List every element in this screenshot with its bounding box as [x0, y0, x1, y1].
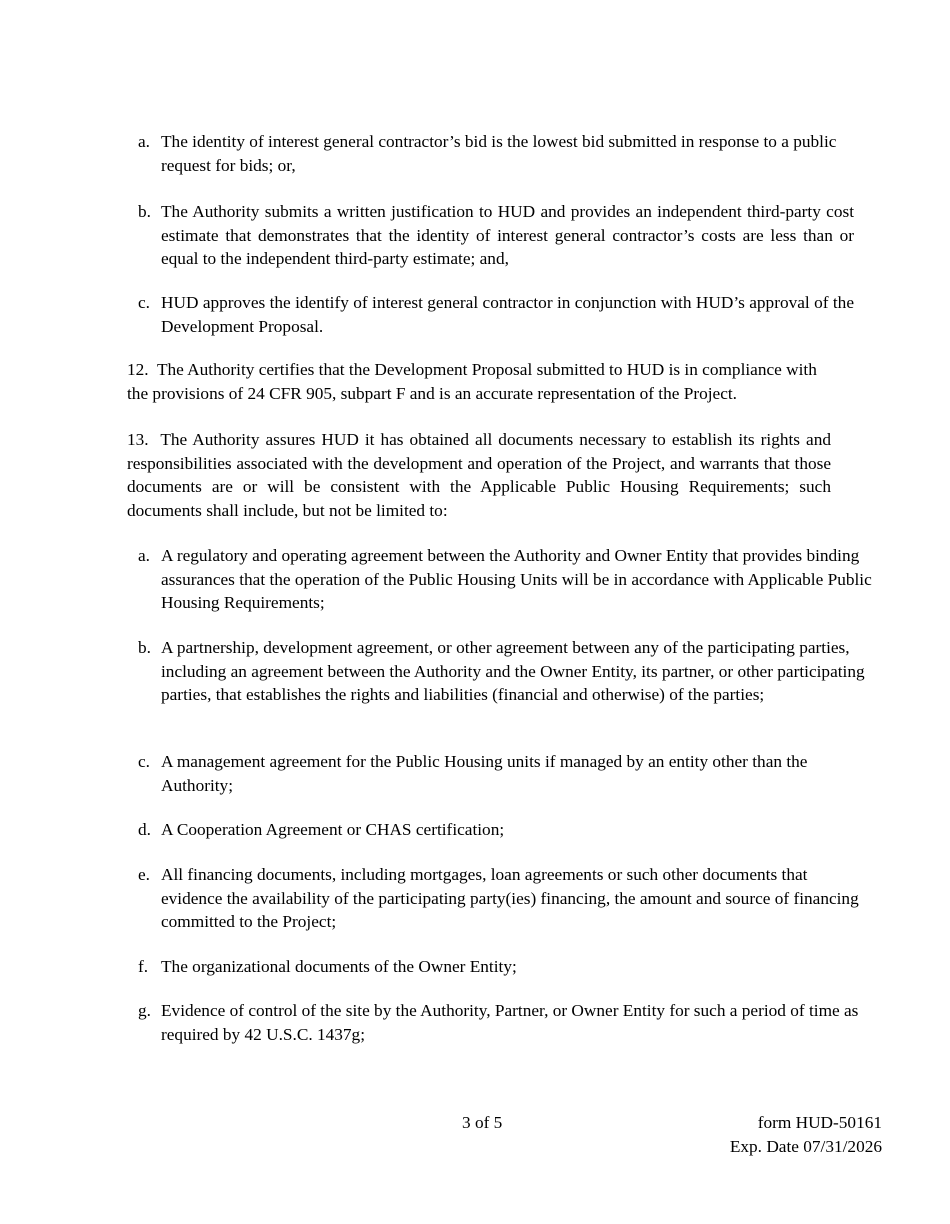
- item-letter: a.: [138, 132, 150, 151]
- item-letter: b.: [138, 638, 151, 657]
- item-13d: [138, 818, 841, 842]
- expiration-date: Exp. Date 07/31/2026: [729, 1136, 882, 1156]
- item-text: The identity of interest general contractor’s bid is the lowest bid submitted in response to a public request for bids; or,: [161, 132, 837, 175]
- item-text: A partnership, development agreement, or other agreement between any of the participating parties, including an agreement between the Authority and the Owner Entity, its partner, or other participating parties, that establishes the rights and liabilities (financial and otherwise) of the parties;: [161, 638, 865, 704]
- item-text: HUD approves the identify of interest general contractor in conjunction with HUD’s approval of the Development Proposal.: [161, 293, 854, 336]
- item-letter: a.: [138, 546, 150, 565]
- paragraph-number: 12.: [127, 360, 149, 379]
- item-text: A Cooperation Agreement or CHAS certification;: [161, 820, 505, 839]
- item-letter: c.: [138, 293, 150, 312]
- form-id: form HUD-50161: [757, 1113, 882, 1132]
- item-text: A regulatory and operating agreement between the Authority and Owner Entity that provides binding assurances that the operation of the Public Housing Units will be in accordance with Applicable Public Housing Requirements;: [161, 546, 872, 612]
- item-11c: [138, 291, 854, 338]
- form-info: [730, 1111, 882, 1158]
- item-letter: b.: [138, 202, 151, 221]
- item-13b: [138, 636, 873, 707]
- paragraph-13: [127, 428, 831, 522]
- item-13c: [138, 750, 841, 797]
- item-text: The organizational documents of the Owner Entity;: [161, 957, 517, 976]
- paragraph-text: The Authority certifies that the Development Proposal submitted to HUD is in compliance with the provisions of 24 CFR 905, subpart F and is an accurate representation of the Project.: [127, 360, 817, 403]
- item-11a: [138, 130, 861, 177]
- item-letter: e.: [138, 865, 150, 884]
- item-13f: [138, 955, 841, 979]
- item-text: All financing documents, including mortgages, loan agreements or such other documents that evidence the availability of the participating party(ies) financing, the amount and source of financing committed to the Project;: [161, 865, 859, 931]
- item-letter: f.: [138, 957, 149, 976]
- paragraph-12: [127, 358, 831, 405]
- item-13e: [138, 863, 861, 934]
- item-text: A management agreement for the Public Housing units if managed by an entity other than the Authority;: [161, 752, 808, 795]
- item-11b: [138, 200, 854, 271]
- item-13g: [138, 999, 871, 1046]
- item-text: The Authority submits a written justification to HUD and provides an independent third-party cost estimate that demonstrates that the identity of interest general contractor’s costs are less than or equal to the independent third-party estimate; and,: [161, 202, 854, 268]
- item-letter: g.: [138, 1001, 151, 1020]
- item-text: Evidence of control of the site by the Authority, Partner, or Owner Entity for such a period of time as required by 42 U.S.C. 1437g;: [161, 1001, 859, 1044]
- page-number: 3 of 5: [462, 1113, 503, 1132]
- paragraph-text: The Authority assures HUD it has obtained all documents necessary to establish its rights and responsibilities associated with the development and operation of the Project, and warrants that those documents are or will be consistent with the Applicable Public Housing Requirements; such documents shall include, but not be limited to:: [127, 430, 831, 520]
- paragraph-number: 13.: [127, 430, 149, 449]
- item-letter: d.: [138, 820, 151, 839]
- item-letter: c.: [138, 752, 150, 771]
- item-13a: [138, 544, 881, 615]
